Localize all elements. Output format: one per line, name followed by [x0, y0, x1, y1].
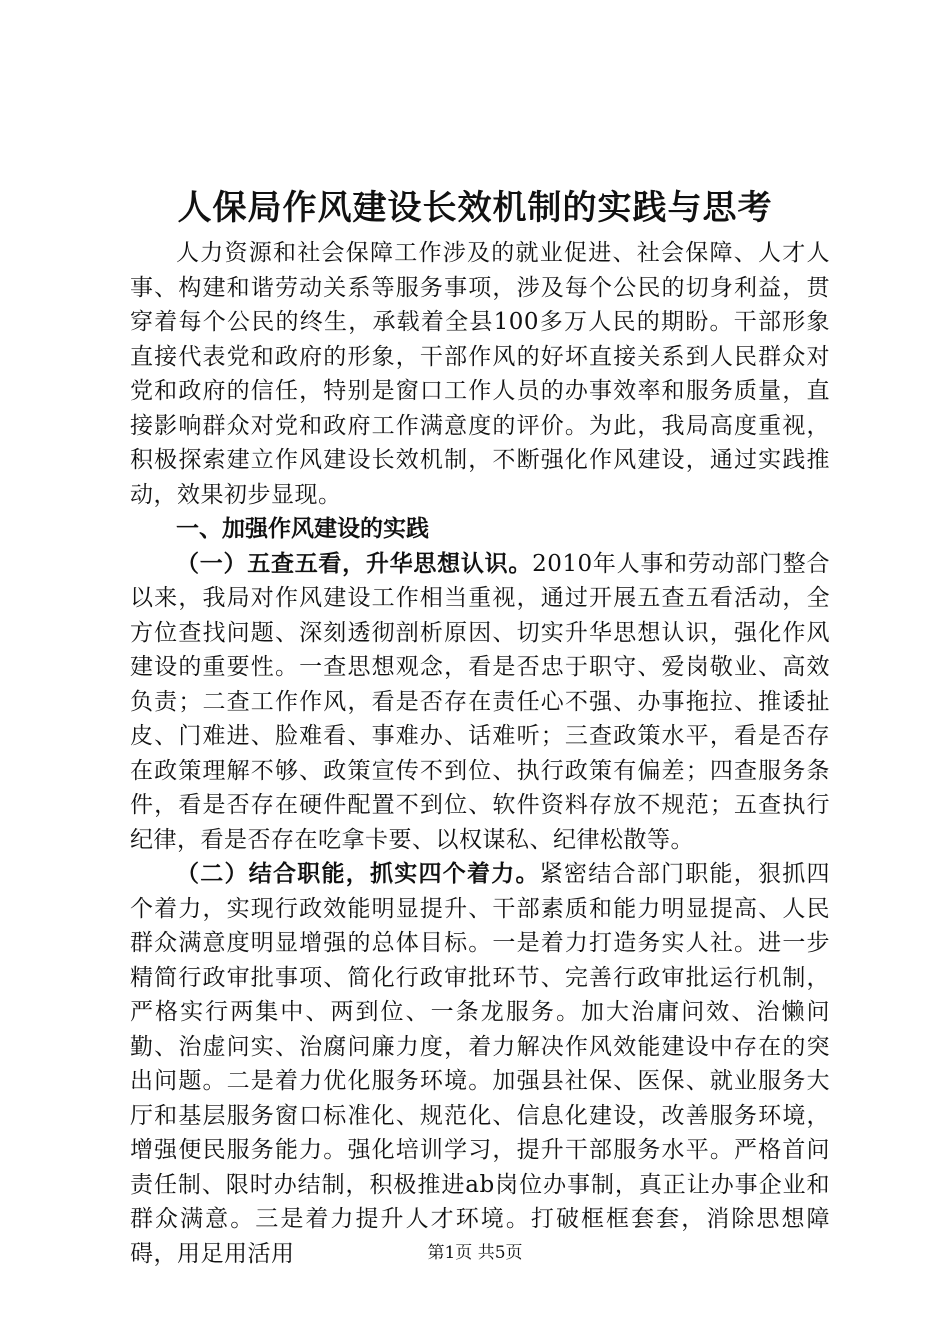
paragraph-item-1-lead: （一）五查五看，升华思想认识。: [176, 550, 533, 577]
document-title: 人保局作风建设长效机制的实践与思考: [177, 188, 773, 228]
section-heading: 一、加强作风建设的实践: [176, 516, 429, 542]
paragraph-item-2-lead: （二）结合职能，抓实四个着力。: [176, 861, 540, 887]
paragraph-item-1: [130, 547, 830, 858]
page-number-footer: 第1页 共5页: [427, 1243, 523, 1263]
paragraph-item-1-text: 2010年人事和劳动部门整合以来，我局对作风建设工作相当重视，通过开展五查五看活动，全方位查找问题、深刻透彻剖析原因、切实升华思想认识，强化作风建设的重要性。一查思想观念，看是否忠于职守、爱岗敬业、高效负责；二查工作作风，看是否存在责任心不强、办事拖拉、推诿扯皮、门难进、脸难看、事难办、话难听；三查政策水平，看是否存在政策理解不够、政策宣传不到位、执行政策有偏差；四查服务条件，看是否存在硬件配置不到位、软件资料存放不规范；五查执行纪律，看是否存在吃拿卡要、以权谋私、纪律松散等。: [130, 550, 830, 853]
intro-paragraph: 人力资源和社会保障工作涉及的就业促进、社会保障、人才人事、构建和谐劳动关系等服务事项，涉及每个公民的切身利益，贯穿着每个公民的终生，承载着全县100多万人民的期盼。干部形象直接代表党和政府的形象，干部作风的好坏直接关系到人民群众对党和政府的信任，特别是窗口工作人员的办事效率和服务质量，直接影响群众对党和政府工作满意度的评价。为此，我局高度重视，积极探索建立作风建设长效机制，不断强化作风建设，通过实践推动，效果初步显现。: [130, 240, 830, 508]
paragraph-item-2: [130, 857, 830, 1271]
paragraph-item-2-text: 紧密结合部门职能，狠抓四个着力，实现行政效能明显提升、干部素质和能力明显提高、人民群众满意度明显增强的总体目标。一是着力打造务实人社。进一步精简行政审批事项、简化行政审批环节、完善行政审批运行机制，严格实行两集中、两到位、一条龙服务。加大治庸问效、治懒问勤、治虚问实、治腐问廉力度，着力解决作风效能建设中存在的突出问题。二是着力优化服务环境。加强县社保、医保、就业服务大厅和基层服务窗口标准化、规范化、信息化建设，改善服务环境，增强便民服务能力。强化培训学习，提升干部服务水平。严格首问责任制、限时办结制，积极推进ab岗位办事制，真正让办事企业和群众满意。三是着力提升人才环境。打破框框套套，消除思想障碍，用足用活用: [130, 861, 830, 1267]
document-body: [130, 236, 830, 1271]
